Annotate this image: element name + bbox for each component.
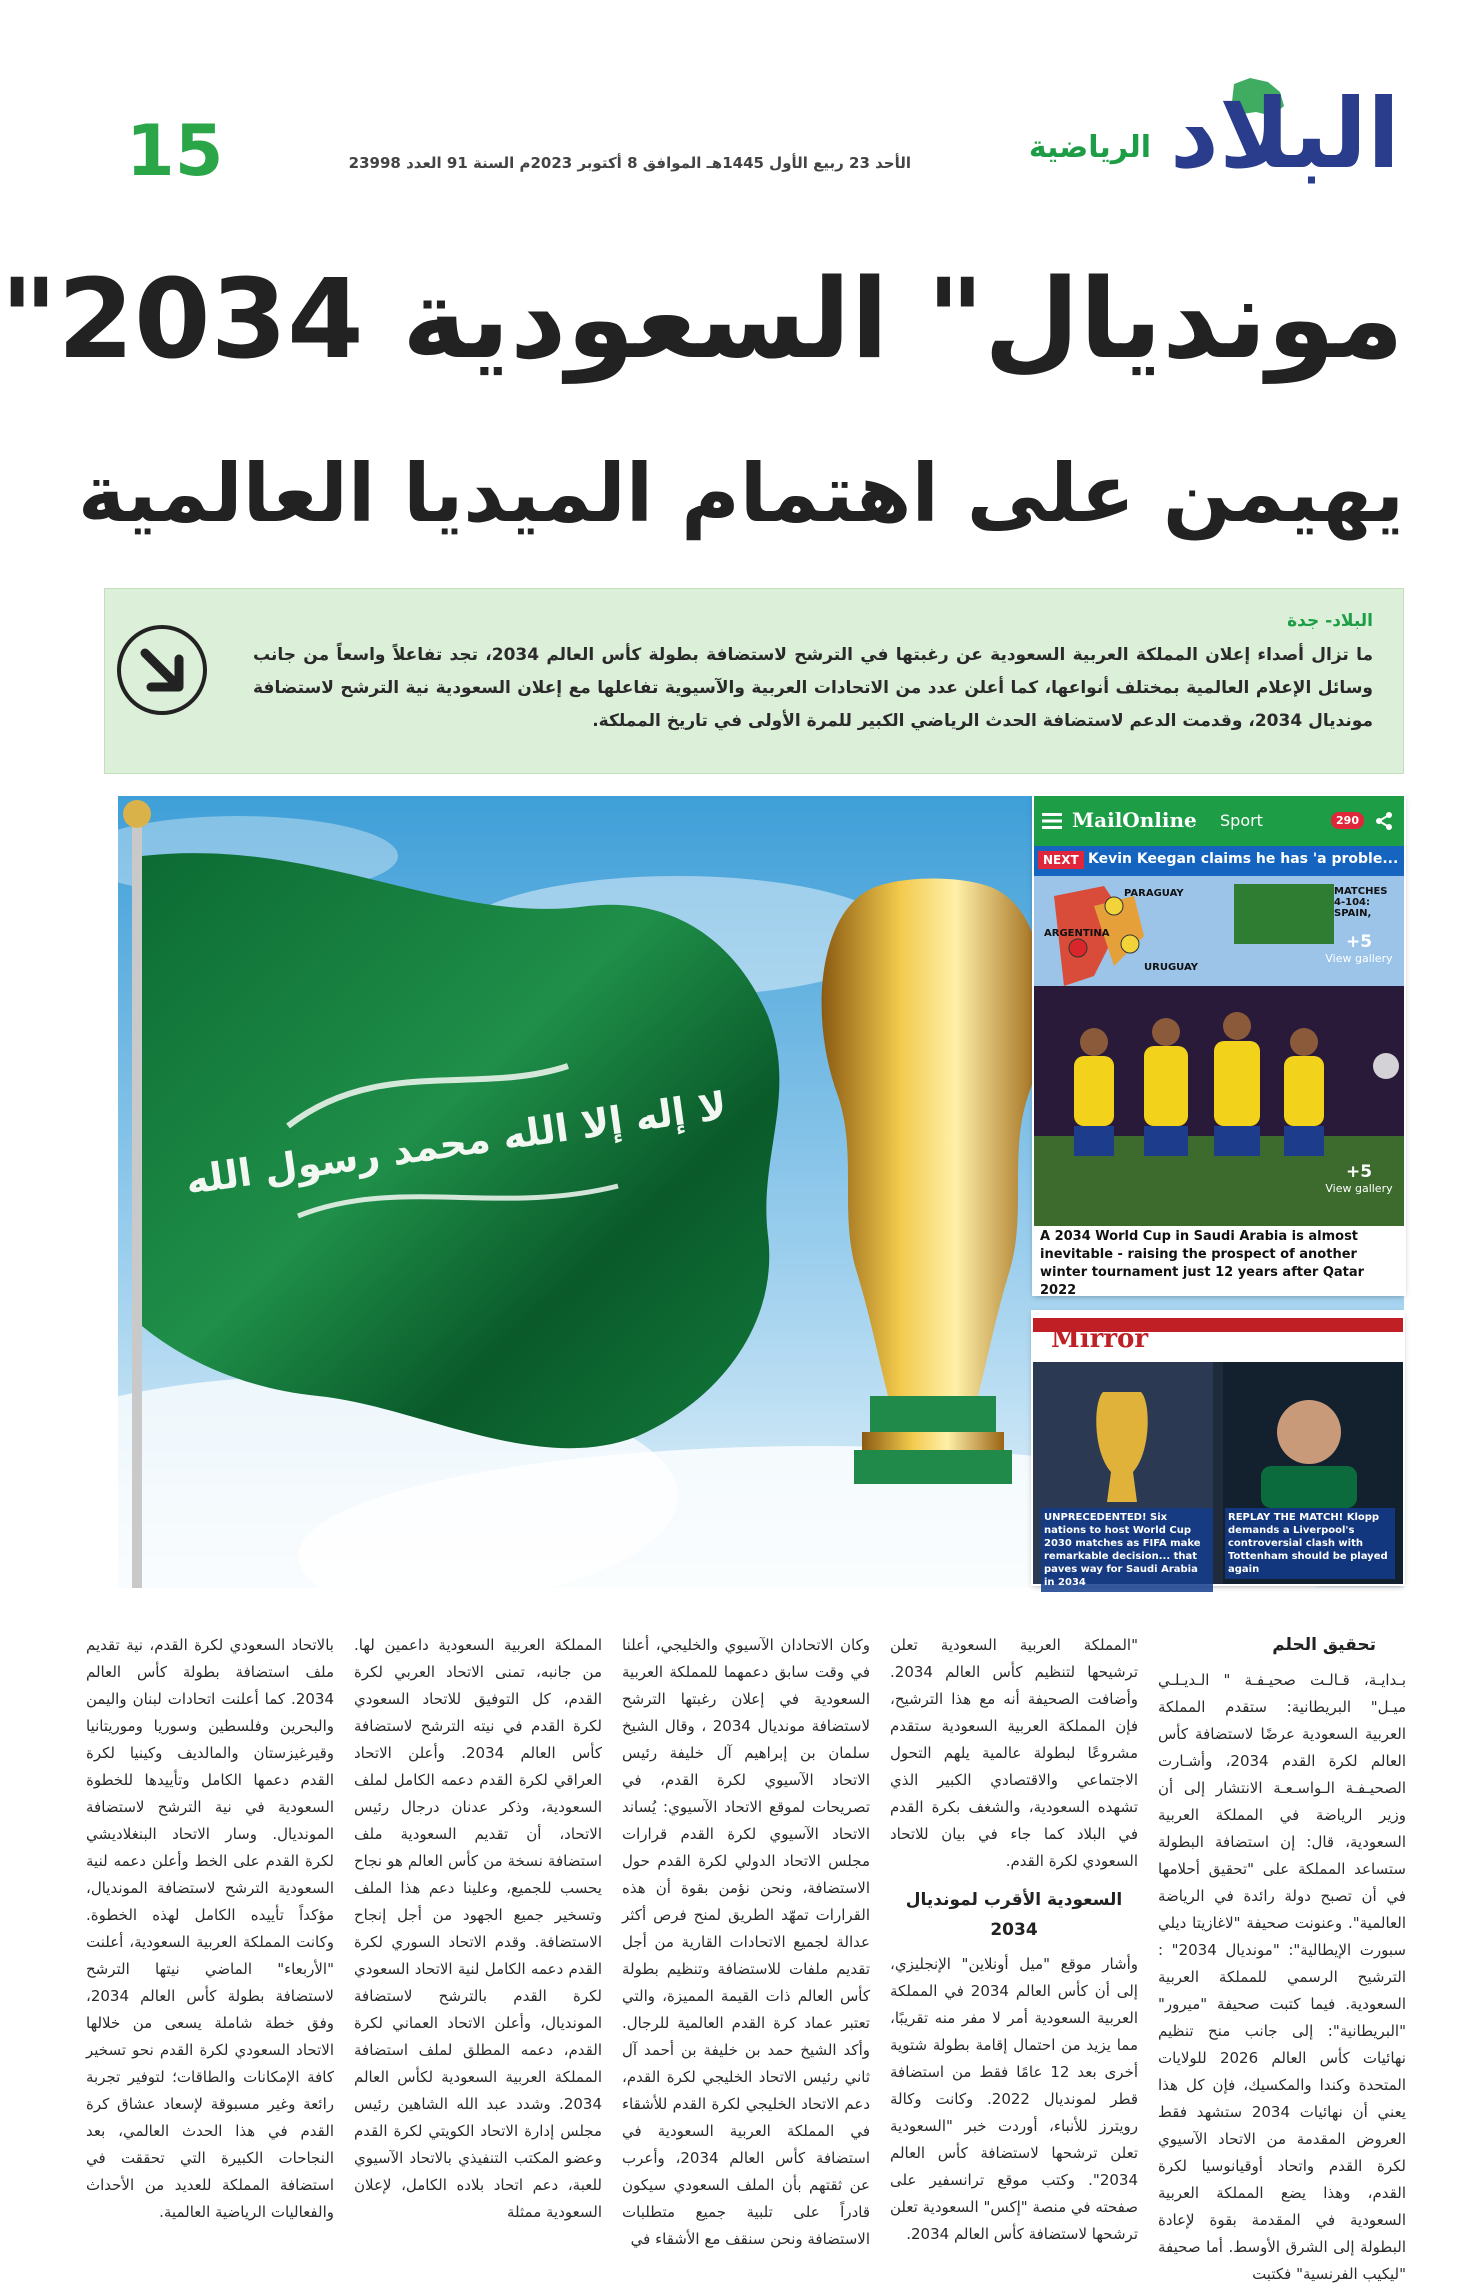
column-3-text: وكان الاتحادان الآسيوي والخليجي، أعلنا في وقت سابق دعمهما للمملكة العربية السعودية في إعلان رغبتها الترشح لاستضافة مونديال 2034 ، وقال الشيخ سلمان بن إبراهيم آل خليفة رئيس الاتحاد الآسيوي لكرة القدم، في تصريحات لموقع الاتحاد الآسيوي: يُساند الاتحاد الآسيوي لكرة القدم قرارات مجلس الاتحاد الدولي لكرة القدم حول الاستضافة، ونحن نؤمن بقوة أن هذه القرارات تمهّد الطريق لمنح فرص أكثر عدالة لجميع الاتحادات القارية من أجل تقديم ملفات للاستضافة وتنظيم بطولة كأس العالم ذات القيمة المميزة، والتي تعتبر عماد كرة القدم العالمية للرجال. وأكد الشيخ حمد بن خليفة بن أحمد آل ثاني رئيس الاتحاد الخليجي لكرة القدم، دعم الاتحاد الخليجي لكرة القدم للأشقاء في المملكة العربية السعودية في استضافة كأس العالم 2034، وأعرب عن ثقتهم بأن الملف السعودي سيكون قادراً على تلبية جميع متطلبات الاستضافة ونحن سنقف مع الأشقاء في xyxy=(622,1636,871,2248)
article-column-1 xyxy=(1158,1632,1406,2288)
headline: مونديال" السعودية 2034" xyxy=(0,255,1404,383)
map-label-matches: MATCHES 4-104: SPAIN, xyxy=(1334,886,1388,919)
subheadline: يهيمن على اهتمام الميديا العالمية xyxy=(77,447,1404,540)
next-tag: NEXT xyxy=(1038,851,1084,869)
logo-text: البلاد xyxy=(1169,78,1400,190)
flag-shahada-text: لا إله إلا الله محمد رسول الله xyxy=(183,1083,730,1203)
column-2-text-a: "المملكة العربية السعودية تعلن ترشيحها لتنظيم كأس العالم 2034. وأضافت الصحيفة أنه مع هذا الترشيح، فإن المملكة العربية السعودية ستقدم مشروعًا لبطولة عالمية يلهم التحول الاجتماعي والاقتصادي الكبير الذي تشهده السعودية، والشغف بكرة القدم في البلاد كما جاء في بيان للاتحاد السعودي لكرة القدم. xyxy=(890,1636,1138,1870)
column-4-text: المملكة العربية السعودية داعمين لها. من جانبه، تمنى الاتحاد العربي لكرة القدم، كل التوفيق للاتحاد السعودي لكرة القدم في نيته الترشح لاستضافة كأس العالم 2034. وأعلن الاتحاد العراقي لكرة القدم دعمه الكامل لملف السعودية، وذكر عدنان درجال رئيس الاتحاد، أن تقديم السعودية ملف استضافة نسخة من كأس العالم هو نجاح يحسب للجميع، وعلينا دعم هذا الملف وتسخير جميع الجهود من أجل إنجاح الاستضافة. وقدم الاتحاد السوري لكرة القدم دعمه الكامل لنية الاتحاد السعودي لكرة القدم بالترشح لاستضافة المونديال، وأعلن الاتحاد العماني لكرة القدم، دعمه المطلق لملف استضافة المملكة العربية السعودية لكأس العالم 2034. وشدد عبد الله الشاهين رئيس مجلس إدارة الاتحاد الكويتي لكرة القدم وعضو المكتب التنفيذي بالاتحاد الآسيوي للعبة، دعم اتحاد بلاده الكامل، لإعلان السعودية ممثلة xyxy=(354,1636,602,2221)
world-cup-map-graphic xyxy=(1034,876,1404,986)
column-heading-closest: السعودية الأقرب لمونديال 2034 xyxy=(905,1890,1123,1940)
share-icon[interactable] xyxy=(1374,811,1394,831)
gallery-label: View gallery xyxy=(1325,952,1393,965)
article-columns xyxy=(82,1632,1406,2283)
comment-count-badge[interactable]: 290 xyxy=(1331,812,1364,829)
lead-body: ما تزال أصداء إعلان المملكة العربية السعودية عن رغبتها في الترشح لاستضافة بطولة كأس العالم 2034، تجد تفاعلاً واسعاً من جانب وسائل الإعلام العالمية بمختلف أنواعها، كما أعلن عدد من الاتحادات العربية والآسيوية تفاعلها مع إعلان السعودية نية الترشح لاستضافة مونديال 2034، وقدمت الدعم لاستضافة الحدث الرياضي الكبير للمرة الأولى في تاريخ المملكة. xyxy=(253,645,1373,731)
dateline: الأحد 23 ربيع الأول 1445هـ الموافق 8 أكتوبر 2023م السنة 91 العدد 23998 xyxy=(348,154,911,172)
section-name: الرياضية xyxy=(1028,130,1151,165)
mailonline-logo: MailOnline xyxy=(1072,808,1197,832)
map-label-uruguay: URUGUAY xyxy=(1144,962,1198,973)
map-label-argentina: ARGENTINA xyxy=(1044,928,1110,939)
arrow-down-right-icon[interactable] xyxy=(117,625,207,715)
players-photo xyxy=(1034,986,1404,1226)
lead-byline: البلاد- جدة xyxy=(1287,611,1373,631)
mirror-screenshot xyxy=(1033,1312,1403,1588)
column-1-text: بـدايـة، قـالـت صحيـفـة " الـديـلـي ميـل" البريطانية: ستقدم المملكة العربية السعودية عرضًا لاستضافة كأس العالم لكرة القدم 2034، وأشـارت الصحيـفـة الـواسـعـة الانتشار إلى أن وزير الرياضة في المملكة العربية السعودية، قال: إن استضافة البطولة ستساعد المملكة على "تحقيق أحلامها في أن تصبح دولة رائدة في الرياضة العالمية". وعنونت صحيفة "لاغازيتا ديلي سبورت الإيطالية": "مونديال 2034" : الترشيح الرسمي للمملكة العربية السعودية. فيما كتبت صحيفة "ميرور" "البريطانية": إلى جانب منح تنظيم نهائيات كأس العالم 2026 للولايات المتحدة وكندا والمكسيك، فإن كل هذا يعني أن نهائيات 2034 ستشهد فقط العروض المقدمة من الاتحاد الآسيوي لكرة القدم واتحاد أوقيانوسيا لكرة القدم، وهذا يضع المملكة العربية السعودية في المقدمة بقوة لإعادة البطولة إلى الشرق الأوسط. أما صحيفة "ليكيب الفرنسية" فكتبت xyxy=(1158,1671,1406,2283)
gallery-count: +5 xyxy=(1345,932,1373,952)
article-column-2 xyxy=(890,1632,1138,2248)
view-gallery-button-2[interactable] xyxy=(1322,1162,1396,1195)
next-article-title: Kevin Keegan claims he has 'a proble... xyxy=(1088,851,1399,867)
gallery-count-2: +5 xyxy=(1345,1162,1373,1182)
gallery-label-2: View gallery xyxy=(1325,1182,1393,1195)
mirror-caption-right[interactable]: REPLAY THE MATCH! Klopp demands a Liverpool's controversial clash with Tottenham should be played again xyxy=(1225,1508,1395,1579)
column-2-text-b: وأشار موقع "ميل أونلاين" الإنجليزي، إلى أن كأس العالم 2034 في المملكة العربية السعودية أمر لا مفر منه تقريبًا، مما يزيد من احتمال إقامة بطولة شتوية أخرى بعد 12 عامًا فقط من استضافة قطر لمونديال 2022. وكانت وكالة رويترز للأنباء، أوردت خبر "السعودية تعلن ترشحها لاستضافة كأس العالم 2034". وكتب موقع ترانسفير على صفحته في منصة "إكس" السعودية تعلن ترشحها لاستضافة كأس العالم 2034. xyxy=(890,1955,1139,2243)
masthead xyxy=(116,70,1406,200)
mirror-logo: Mirror xyxy=(1051,1324,1149,1354)
article-column-3 xyxy=(622,1632,870,2253)
mailonline-caption: A 2034 World Cup in Saudi Arabia is almost inevitable - raising the prospect of another winter tournament just 12 years after Qatar 2022 xyxy=(1040,1229,1365,1298)
mirror-header xyxy=(1033,1312,1403,1362)
mailonline-section: Sport xyxy=(1220,811,1263,830)
menu-icon[interactable] xyxy=(1042,812,1062,830)
column-5-text: بالاتحاد السعودي لكرة القدم، نية تقديم ملف استضافة بطولة كأس العالم 2034. كما أعلنت اتحادات لبنان واليمن والبحرين وفلسطين وسوريا وموريتانيا وقيرغيزستان والمالديف وكينيا لكرة القدم دعمها الكامل وتأييدها للخطوة السعودية في نية الترشح لاستضافة المونديال. وسار الاتحاد البنغلاديشي لكرة القدم على الخط وأعلن دعمه لنية السعودية الترشح لاستضافة المونديال، مؤكداً تأييده الكامل لهذه الخطوة. وكانت المملكة العربية السعودية، أعلنت "الأربعاء" الماضي نيتها الترشح لاستضافة بطولة كأس العالم 2034، وفق خطة شاملة يسعى من خلالها الاتحاد السعودي لكرة القدم نحو تسخير كافة الإمكانات والطاقات؛ لتوفير تجربة رائعة وغير مسبوقة لإسعاد عشاق كرة القدم في هذا الحدث العالمي، بعد النجاحات الكبيرة التي تحققت في استضافة المملكة للعديد من الأحداث والفعاليات الرياضية العالمية. xyxy=(86,1636,334,2221)
mirror-caption-left[interactable]: UNPRECEDENTED! Six nations to host World Cup 2030 matches as FIFA make remarkable decision... that paves way for Saudi Arabia in 2034 xyxy=(1041,1508,1213,1592)
map-label-paraguay: PARAGUAY xyxy=(1124,888,1184,899)
newspaper-logo[interactable] xyxy=(1169,70,1406,200)
mailonline-screenshot xyxy=(1034,796,1404,1298)
next-article-bar[interactable] xyxy=(1034,846,1404,876)
mirror-content xyxy=(1033,1362,1403,1588)
lead-box xyxy=(104,588,1404,774)
view-gallery-button[interactable] xyxy=(1322,932,1396,965)
article-column-4 xyxy=(354,1632,602,2226)
mailonline-header xyxy=(1034,796,1404,846)
article-column-5 xyxy=(86,1632,334,2226)
column-heading-dream: تحقيق الحلم xyxy=(1272,1635,1376,1655)
page-number: 15 xyxy=(126,110,224,192)
hero-image xyxy=(118,796,1404,1588)
